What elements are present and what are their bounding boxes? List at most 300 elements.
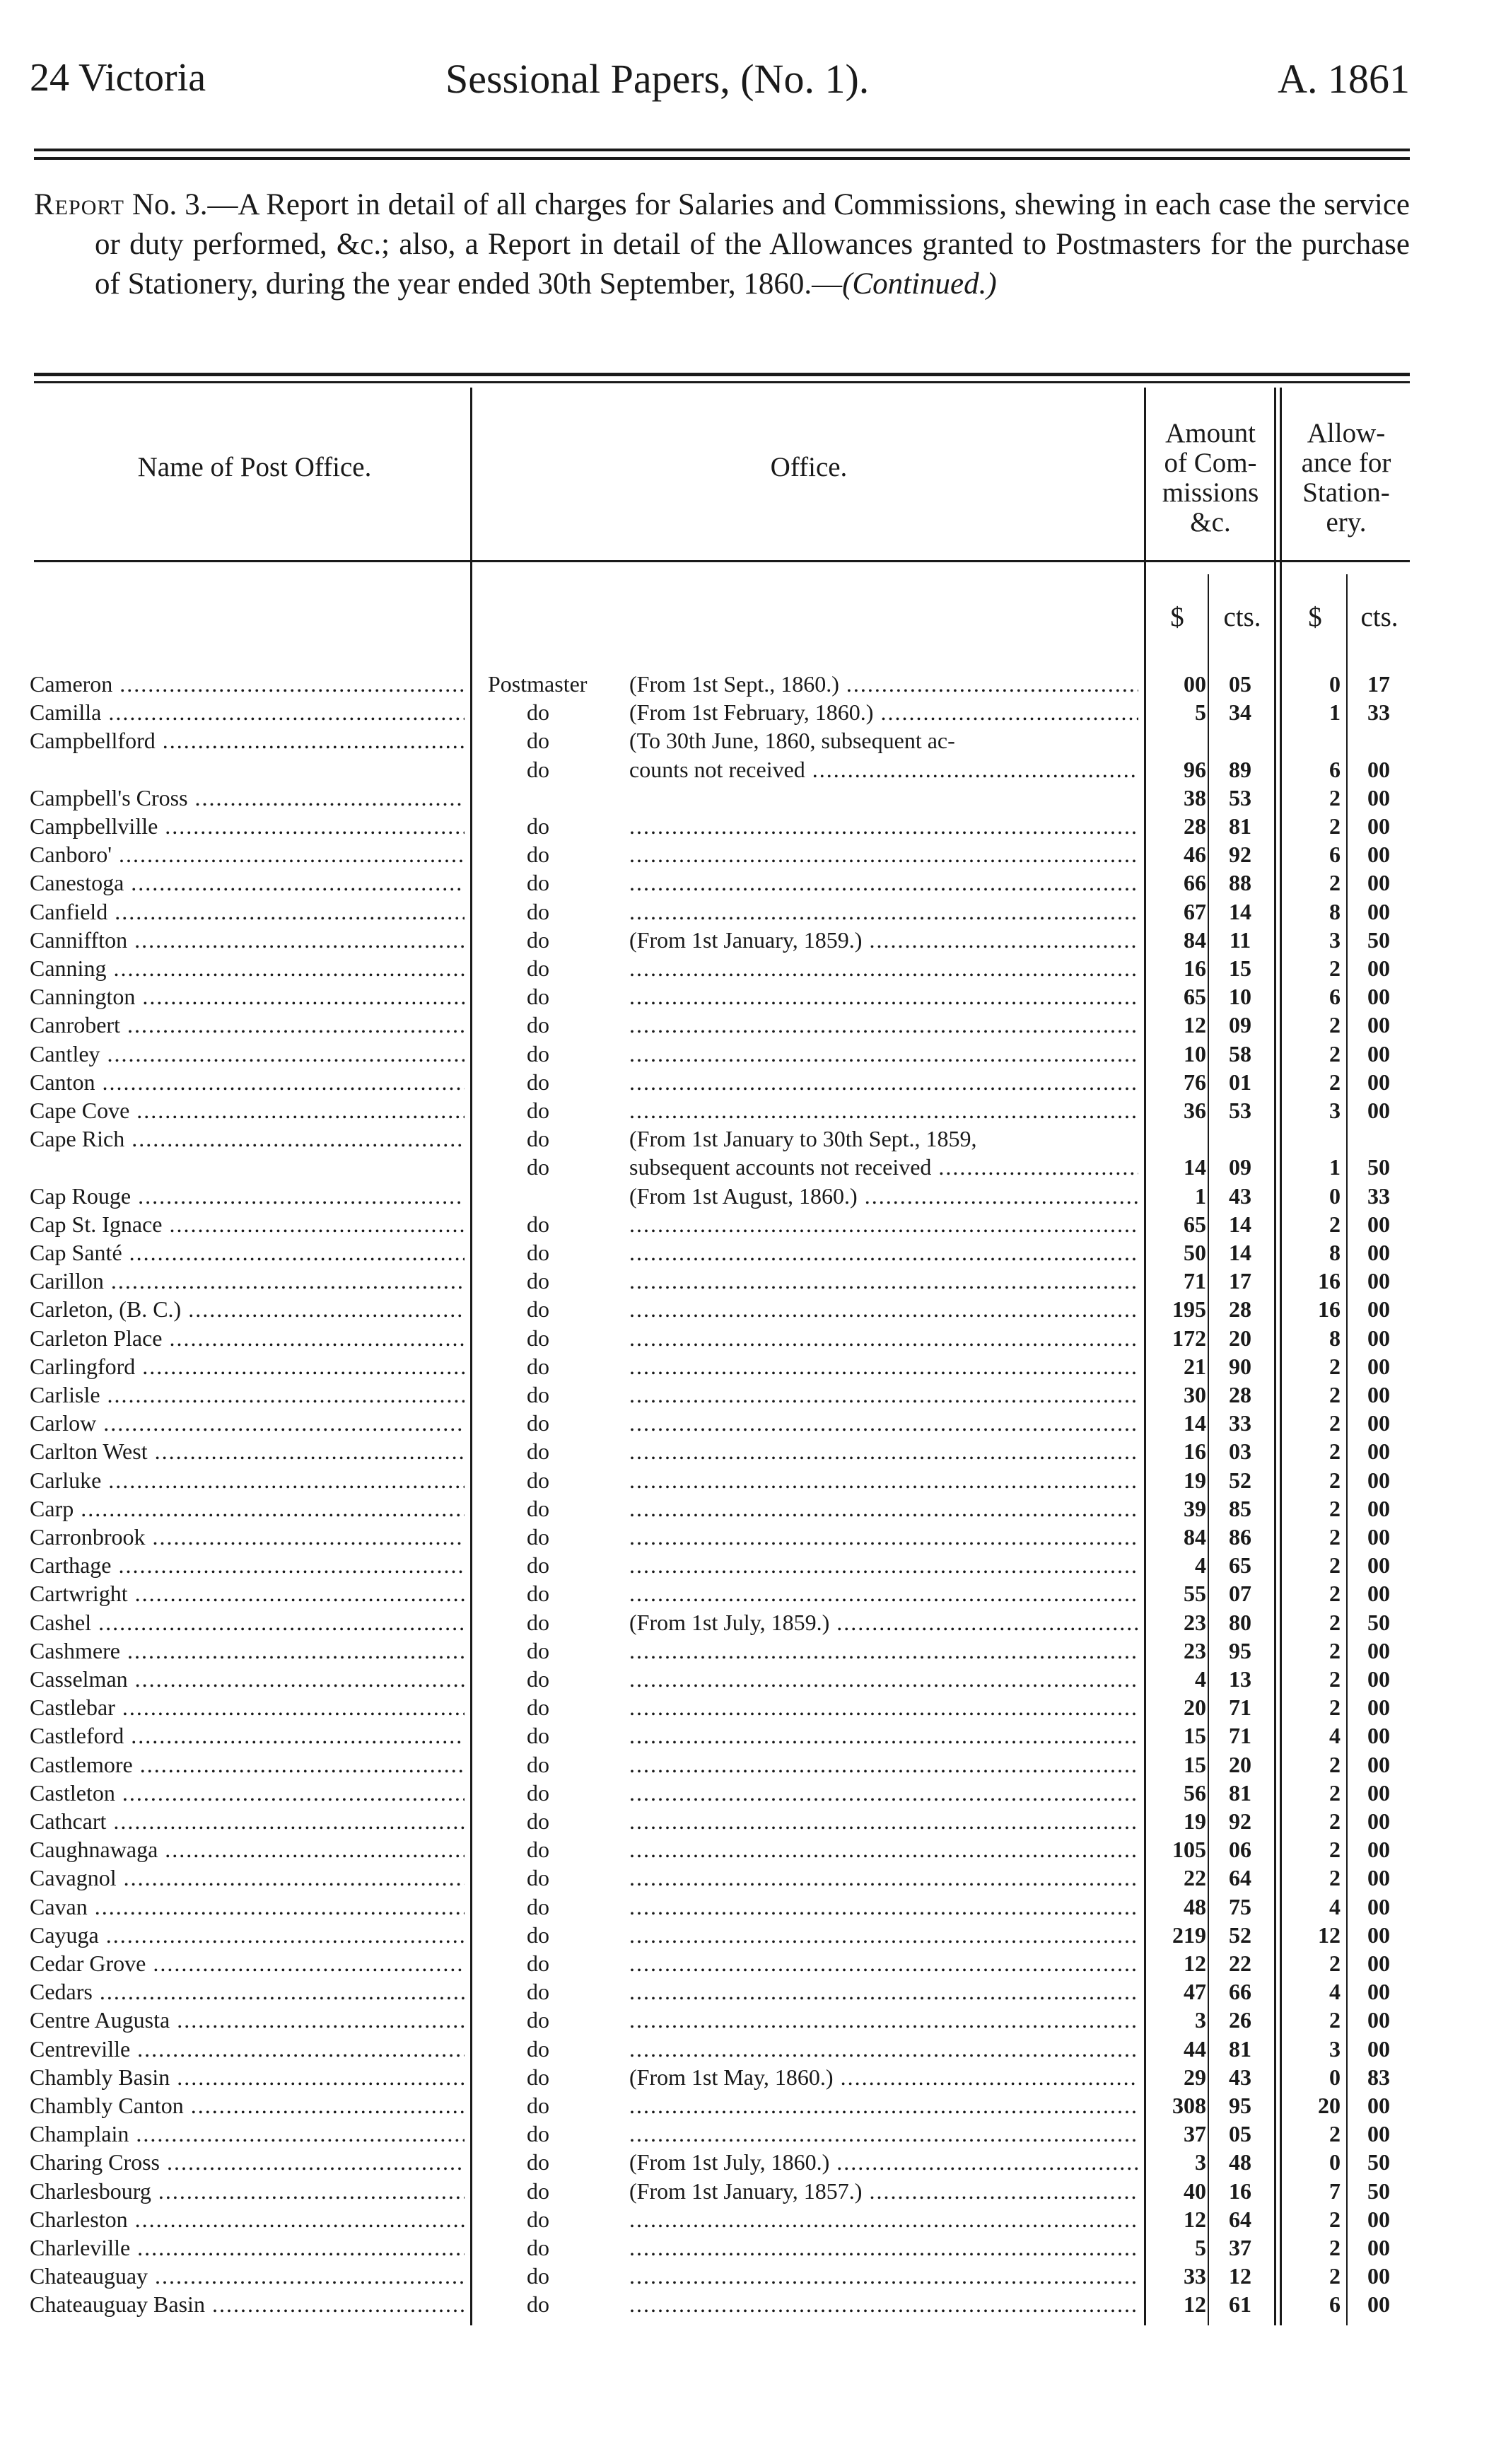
commission-cents: 92 (1229, 1808, 1251, 1834)
stationery-cents: 50 (1367, 926, 1390, 953)
stationery-cents: 50 (1367, 2178, 1390, 2204)
post-office-name: Carlton West ..... (30, 1437, 465, 1465)
post-office-name: Cavan ..... (30, 1893, 465, 1921)
post-office-name: Centreville ..... (30, 2035, 465, 2063)
table-row (0, 1779, 1489, 1807)
table-row (0, 1267, 1489, 1295)
office-note (629, 1011, 1138, 1039)
post-office-name: Charleston ..... (30, 2205, 465, 2233)
office-note (629, 1864, 1138, 1892)
office-note (629, 1693, 1138, 1721)
post-office-name: Charleville ..... (30, 2233, 465, 2262)
post-office-name: Carluke ..... (30, 1466, 465, 1494)
stationery-cents: 00 (1367, 870, 1390, 896)
commission-cents: 28 (1229, 1296, 1251, 1323)
table-row (0, 1608, 1489, 1637)
commission-dollars: 22 (1184, 1865, 1206, 1891)
commission-cents: 71 (1229, 1695, 1251, 1721)
stationery-cents: 00 (1367, 1012, 1390, 1038)
office-role: do (527, 1695, 549, 1721)
stationery-dollars: 6 (1329, 2291, 1341, 2318)
commission-cents: 95 (1229, 2093, 1251, 2118)
stationery-dollars: 2 (1329, 1524, 1341, 1550)
stationery-dollars: 2 (1329, 784, 1341, 810)
commission-cents: 05 (1229, 671, 1251, 697)
header-rule-bottom (34, 157, 1410, 160)
stationery-cents: 00 (1367, 1893, 1390, 1919)
table-row (0, 1324, 1489, 1352)
commission-cents: 85 (1229, 1495, 1251, 1521)
table-row (0, 2233, 1489, 2262)
stationery-dollars: 2 (1329, 1495, 1341, 1521)
stationery-cents: 00 (1367, 1524, 1390, 1550)
commission-dollars: 308 (1172, 2093, 1206, 2118)
office-role: do (527, 2178, 549, 2204)
commissions-header-line: of Com- (1164, 448, 1257, 478)
office-role: do (527, 2206, 549, 2232)
commission-cents: 52 (1229, 1922, 1251, 1948)
stationery-dollars: 1 (1329, 699, 1341, 726)
office-role: do (527, 756, 549, 782)
table-row (0, 1238, 1489, 1267)
commission-dollars: 5 (1195, 2235, 1206, 2260)
commission-cents: 01 (1229, 1069, 1251, 1095)
commission-dollars: 33 (1184, 2263, 1206, 2289)
commission-cents: 07 (1229, 1581, 1251, 1607)
office-role: do (527, 2093, 549, 2118)
stationery-cents: 00 (1367, 1439, 1390, 1465)
commission-dollars: 65 (1184, 984, 1206, 1010)
office-note (629, 1409, 1138, 1437)
stationery-header-line: ery. (1326, 507, 1367, 537)
stationery-cents: 33 (1367, 1182, 1390, 1209)
commission-dollars: 14 (1184, 1410, 1206, 1436)
commission-dollars: 67 (1184, 898, 1206, 924)
office-note (629, 1721, 1138, 1750)
stationery-cents: 00 (1367, 1069, 1390, 1095)
stationery-dollars: 4 (1329, 1893, 1341, 1919)
stationery-dollars: 2 (1329, 1865, 1341, 1891)
commission-cents: 37 (1229, 2235, 1251, 2260)
table-row (0, 897, 1489, 926)
commission-dollars: 16 (1184, 955, 1206, 981)
post-office-name: Canestoga ..... (30, 868, 465, 897)
stationery-cents: 00 (1367, 1410, 1390, 1436)
office-role: do (527, 1951, 549, 1976)
stationery-dollars: 2 (1329, 1069, 1341, 1095)
office-note (629, 1835, 1138, 1864)
header-number: A. 1861 (1278, 56, 1410, 102)
commission-cents: 71 (1229, 1723, 1251, 1749)
office-role: do (527, 1296, 549, 1323)
post-office-name: Carleton Place ..... (30, 1324, 465, 1352)
column-header-office: Office. (770, 452, 848, 482)
post-office-name: Campbell's Cross ..... (30, 784, 465, 812)
commission-cents: 75 (1229, 1893, 1251, 1919)
office-note: (From 1st February, 1860.) ..... (629, 698, 1138, 726)
office-note: (From 1st August, 1860.) ..... (629, 1182, 1138, 1210)
commission-dollars: 15 (1184, 1723, 1206, 1749)
commission-cents: 66 (1229, 1979, 1251, 2005)
table-row (0, 1949, 1489, 1977)
report-label: Report (34, 188, 124, 221)
stationery-cents: 83 (1367, 2064, 1390, 2090)
commission-dollars: 65 (1184, 1211, 1206, 1237)
office-note (629, 868, 1138, 897)
commission-dollars: 37 (1184, 2121, 1206, 2147)
office-role: do (527, 1211, 549, 1237)
commission-cents: 10 (1229, 984, 1251, 1010)
commission-dollars: 48 (1184, 1893, 1206, 1919)
post-office-name: Canrobert ..... (30, 1011, 465, 1039)
post-office-name: Canfield ..... (30, 897, 465, 926)
office-note (629, 982, 1138, 1011)
stationery-dollars: 2 (1329, 1353, 1341, 1379)
office-role: do (527, 1893, 549, 1919)
office-note: (From 1st May, 1860.) ..... (629, 2063, 1138, 2091)
stationery-cents: 00 (1367, 1808, 1390, 1834)
office-note (629, 1977, 1138, 2006)
stationery-cents: 00 (1367, 1695, 1390, 1721)
commission-cents: 61 (1229, 2291, 1251, 2318)
post-office-name: Castleton ..... (30, 1779, 465, 1807)
office-note: (From 1st January, 1857.) ..... (629, 2177, 1138, 2205)
stationery-cents: 00 (1367, 1837, 1390, 1863)
stationery-dollars: 2 (1329, 2007, 1341, 2033)
table-row (0, 2091, 1489, 2120)
table-row (0, 1096, 1489, 1125)
office-note (629, 1466, 1138, 1494)
table-header-rule (34, 560, 1410, 562)
stationery-cents: 00 (1367, 1951, 1390, 1976)
post-office-name: Carillon ..... (30, 1267, 465, 1295)
post-office-name: Chambly Canton ..... (30, 2091, 465, 2120)
commission-dollars: 105 (1172, 1837, 1206, 1863)
office-role: do (527, 2007, 549, 2033)
office-role: do (527, 2291, 549, 2318)
table-row (0, 2290, 1489, 2318)
stationery-dollars: 16 (1318, 1296, 1341, 1323)
commission-cents: 26 (1229, 2007, 1251, 2033)
office-note (629, 840, 1138, 868)
table-row (0, 868, 1489, 897)
stationery-header-line: ance for (1301, 448, 1391, 478)
post-office-name: Cedar Grove ..... (30, 1949, 465, 1977)
table-row (0, 1807, 1489, 1835)
stationery-cents: 00 (1367, 1296, 1390, 1323)
stationery-dollars: 16 (1318, 1268, 1341, 1294)
commission-dollars: 1 (1195, 1182, 1206, 1209)
post-office-name: Canning ..... (30, 954, 465, 982)
office-role: do (527, 1751, 549, 1777)
office-role: do (527, 699, 549, 726)
commission-cents: 53 (1229, 784, 1251, 810)
table-row (0, 1977, 1489, 2006)
stationery-cents: 00 (1367, 1666, 1390, 1692)
stationery-dollars: 2 (1329, 1695, 1341, 1721)
commission-dollars: 4 (1195, 1666, 1206, 1692)
post-office-name: Cathcart ..... (30, 1807, 465, 1835)
office-note (629, 2120, 1138, 2148)
office-note (629, 1807, 1138, 1835)
post-office-name: Castleford ..... (30, 1721, 465, 1750)
report-text: No. 3.—A Report in detail of all charges for Salaries and Commissions, shewing in each case the service or duty performed, &c.; also, a Report in detail of the Allowances granted to Postmasters for the purchase of Stationery, during the year ended 30th September, 1860.— (95, 188, 1410, 301)
table-row (0, 784, 1489, 812)
column-header-stationery (1283, 419, 1410, 537)
commission-cents: 22 (1229, 1951, 1251, 1976)
post-office-name: Centre Augusta ..... (30, 2006, 465, 2034)
stationery-dollars: 2 (1329, 1211, 1341, 1237)
commission-dollars: 21 (1184, 1353, 1206, 1379)
header-session: 24 Victoria (30, 56, 206, 100)
stationery-cents: 50 (1367, 2149, 1390, 2175)
commission-dollars: 66 (1184, 870, 1206, 896)
table-row (0, 1210, 1489, 1238)
office-role: do (527, 2035, 549, 2062)
stationery-dollars: 2 (1329, 1609, 1341, 1635)
office-note (629, 1523, 1138, 1551)
commission-dollars: 30 (1184, 1382, 1206, 1407)
commission-dollars: 172 (1172, 1325, 1206, 1351)
table-row (0, 1721, 1489, 1750)
office-note (629, 1040, 1138, 1068)
commission-cents: 17 (1229, 1268, 1251, 1294)
stationery-dollars: 3 (1329, 2035, 1341, 2062)
commission-cents: 81 (1229, 2035, 1251, 2062)
stationery-dollars: 2 (1329, 1040, 1341, 1067)
table-row (0, 1011, 1489, 1039)
commission-dollars: 12 (1184, 1951, 1206, 1976)
commission-dollars: 23 (1184, 1637, 1206, 1663)
office-note (629, 2205, 1138, 2233)
commission-dollars: 84 (1184, 926, 1206, 953)
office-role: do (527, 1325, 549, 1351)
table-row (0, 1182, 1489, 1210)
commission-cents: 03 (1229, 1439, 1251, 1465)
commission-dollars: 12 (1184, 1012, 1206, 1038)
table-row (0, 670, 1489, 698)
office-role: do (527, 1410, 549, 1436)
table-row (0, 1551, 1489, 1579)
table-row (0, 812, 1489, 840)
stationery-dollars: 0 (1329, 2149, 1341, 2175)
office-role: do (527, 1495, 549, 1521)
stationery-cents: 00 (1367, 1240, 1390, 1265)
stationery-cents: 00 (1367, 1751, 1390, 1777)
stationery-cents: 00 (1367, 1922, 1390, 1948)
office-note: (From 1st January, 1859.) ..... (629, 926, 1138, 954)
stationery-cents: 00 (1367, 1723, 1390, 1749)
office-note (629, 1381, 1138, 1409)
post-office-name: Charing Cross ..... (30, 2148, 465, 2176)
post-office-name: Castlemore ..... (30, 1750, 465, 1779)
stationery-cents: 00 (1367, 1353, 1390, 1379)
stationery-cents: 00 (1367, 2235, 1390, 2260)
commission-dollars: 15 (1184, 1751, 1206, 1777)
stationery-dollars: 2 (1329, 870, 1341, 896)
table-row (0, 2063, 1489, 2091)
table-row (0, 1437, 1489, 1465)
office-note (629, 1779, 1138, 1807)
table-row (0, 982, 1489, 1011)
post-office-name: Chateauguay ..... (30, 2262, 465, 2290)
post-office-name: Cape Rich ..... (30, 1125, 465, 1153)
stationery-dollars: 8 (1329, 1325, 1341, 1351)
table-rule-top-thin (34, 381, 1410, 383)
office-note (629, 954, 1138, 982)
commission-cents: 28 (1229, 1382, 1251, 1407)
office-role: do (527, 1922, 549, 1948)
table-row (0, 755, 1489, 784)
stationery-dollars: 20 (1318, 2093, 1341, 2118)
stationery-dollars: 0 (1329, 1182, 1341, 1209)
stationery-cents: 00 (1367, 2291, 1390, 2318)
stationery-cents: 00 (1367, 1040, 1390, 1067)
commission-cents: 13 (1229, 1666, 1251, 1692)
commission-cents: 92 (1229, 842, 1251, 868)
commission-cents: 33 (1229, 1410, 1251, 1436)
stationery-cents: 00 (1367, 2206, 1390, 2232)
stationery-dollars: 2 (1329, 1751, 1341, 1777)
post-office-name: Chambly Basin ..... (30, 2063, 465, 2091)
stationery-cents: 00 (1367, 984, 1390, 1010)
commission-cents: 05 (1229, 2121, 1251, 2147)
post-office-name: Carronbrook ..... (30, 1523, 465, 1551)
commission-cents: 89 (1229, 756, 1251, 782)
stationery-dollars: 7 (1329, 2178, 1341, 2204)
office-role: do (527, 926, 549, 953)
office-note (629, 1949, 1138, 1977)
commission-cents: 14 (1229, 898, 1251, 924)
post-office-name: Cartwright ..... (30, 1579, 465, 1608)
stationery-cents: 00 (1367, 1467, 1390, 1493)
table-row (0, 1153, 1489, 1181)
office-note (629, 1750, 1138, 1779)
office-note (629, 1068, 1138, 1096)
stationery-cents: 00 (1367, 1098, 1390, 1123)
office-note: (From 1st July, 1860.) ..... (629, 2148, 1138, 2176)
post-office-name: Cedars ..... (30, 1977, 465, 2006)
post-office-name: Carlow ..... (30, 1409, 465, 1437)
office-role: do (527, 984, 549, 1010)
stationery-cents: 00 (1367, 2093, 1390, 2118)
post-office-name: Carp ..... (30, 1494, 465, 1523)
office-note (629, 2035, 1138, 2063)
column-header-name: Name of Post Office. (137, 452, 372, 482)
commission-dollars: 29 (1184, 2064, 1206, 2090)
commission-cents: 43 (1229, 2064, 1251, 2090)
stationery-cents: 00 (1367, 1865, 1390, 1891)
office-role: do (527, 1581, 549, 1607)
commission-cents: 53 (1229, 1098, 1251, 1123)
stationery-cents: 00 (1367, 1211, 1390, 1237)
office-role: do (527, 1637, 549, 1663)
commission-cents: 16 (1229, 2178, 1251, 2204)
office-role: do (527, 955, 549, 981)
stationery-dollars: 4 (1329, 1979, 1341, 2005)
office-role: do (527, 2235, 549, 2260)
stationery-cents: 00 (1367, 2263, 1390, 2289)
commission-dollars: 195 (1172, 1296, 1206, 1323)
stationery-cents: 00 (1367, 1552, 1390, 1579)
table-row (0, 2262, 1489, 2290)
commission-dollars: 76 (1184, 1069, 1206, 1095)
stationery-cents: 00 (1367, 955, 1390, 981)
post-office-name: Cap Rouge ..... (30, 1182, 465, 1210)
stationery-dollars: 2 (1329, 955, 1341, 981)
office-note (629, 1238, 1138, 1267)
office-role: do (527, 1552, 549, 1579)
stationery-dollars: 2 (1329, 1439, 1341, 1465)
office-note: (From 1st January to 30th Sept., 1859, (629, 1126, 977, 1152)
post-office-name: Carlisle ..... (30, 1381, 465, 1409)
office-note: subsequent accounts not received ..... (629, 1153, 1138, 1181)
commission-cents: 09 (1229, 1012, 1251, 1038)
stationery-dollars: 12 (1318, 1922, 1341, 1948)
office-note (629, 1437, 1138, 1465)
office-role: do (527, 1382, 549, 1407)
post-office-name: Champlain ..... (30, 2120, 465, 2148)
office-role: do (527, 813, 549, 839)
stationery-cents: 50 (1367, 1609, 1390, 1635)
office-role: do (527, 1098, 549, 1123)
commission-dollars: 46 (1184, 842, 1206, 868)
stationery-cents: 00 (1367, 898, 1390, 924)
post-office-name: Cannington ..... (30, 982, 465, 1011)
table-row (0, 1750, 1489, 1779)
office-note (629, 1494, 1138, 1523)
table-row (0, 926, 1489, 954)
commissions-header-line: missions (1162, 477, 1259, 508)
commission-dollars: 12 (1184, 2206, 1206, 2232)
stationery-dollars: 4 (1329, 1723, 1341, 1749)
commission-dollars: 39 (1184, 1495, 1206, 1521)
office-role: do (527, 1979, 549, 2005)
table-row (0, 2177, 1489, 2205)
commission-cents: 52 (1229, 1467, 1251, 1493)
office-role: do (527, 1126, 549, 1152)
stationery-cents: 50 (1367, 1154, 1390, 1180)
office-note: (From 1st July, 1859.) ..... (629, 1608, 1138, 1637)
post-office-name: Charlesbourg ..... (30, 2177, 465, 2205)
stationery-dollars: 2 (1329, 1666, 1341, 1692)
office-role: do (527, 898, 549, 924)
table-row (0, 1381, 1489, 1409)
office-note (629, 1551, 1138, 1579)
post-office-name: Carlingford ..... (30, 1352, 465, 1381)
office-role: do (527, 1012, 549, 1038)
commission-dollars: 36 (1184, 1098, 1206, 1123)
office-note (629, 2091, 1138, 2120)
commission-cents: 95 (1229, 1637, 1251, 1663)
commission-cents: 34 (1229, 699, 1251, 726)
stationery-cents: 00 (1367, 1979, 1390, 2005)
stationery-cents: 00 (1367, 784, 1390, 810)
commission-cents: 06 (1229, 1837, 1251, 1863)
post-office-name: Carthage ..... (30, 1551, 465, 1579)
stationery-cents: 00 (1367, 1637, 1390, 1663)
office-role: do (527, 842, 549, 868)
office-note (629, 812, 1138, 840)
commission-cents: 20 (1229, 1751, 1251, 1777)
cents-header-commissions: cts. (1223, 602, 1261, 632)
office-note (629, 1096, 1138, 1125)
stationery-dollars: 3 (1329, 926, 1341, 953)
office-role: do (527, 1467, 549, 1493)
post-office-name: Chateauguay Basin ..... (30, 2290, 465, 2318)
office-role: do (527, 1069, 549, 1095)
commission-cents: 64 (1229, 2206, 1251, 2232)
